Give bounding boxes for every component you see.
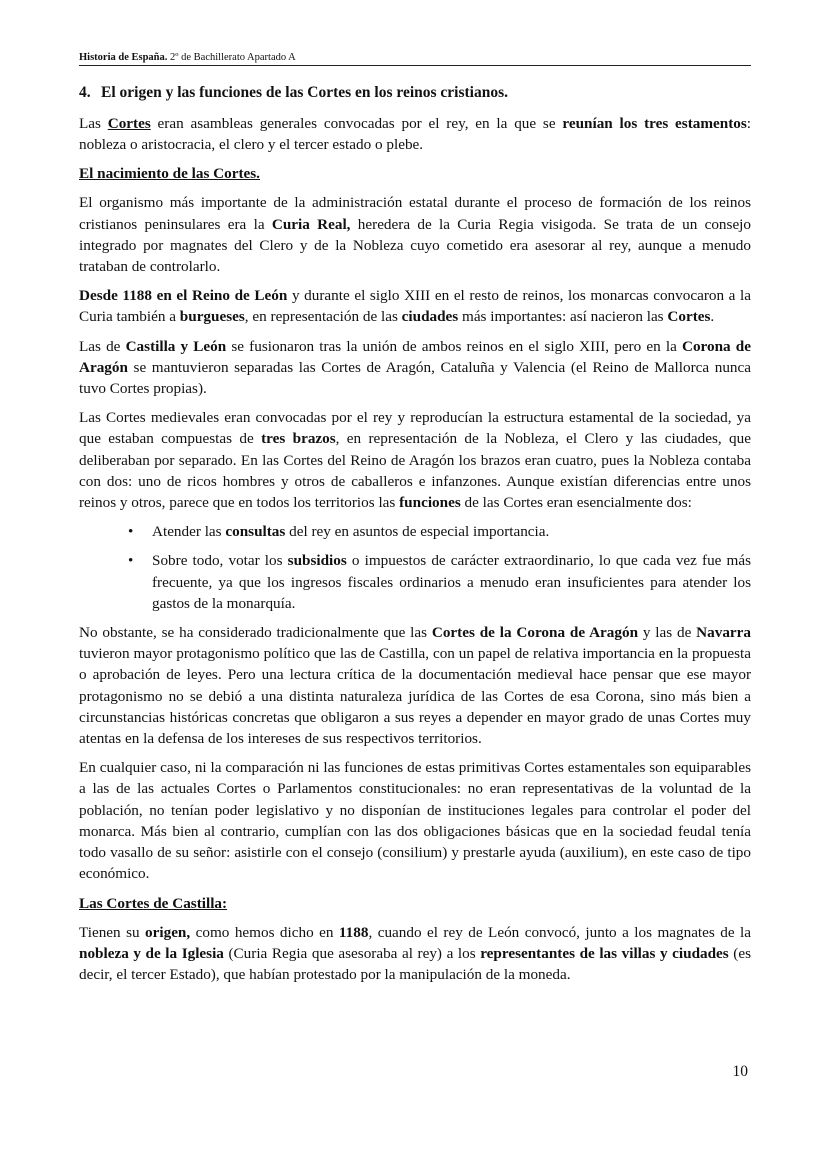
bold-text: consultas [225, 523, 286, 541]
list-item [79, 521, 751, 542]
paragraph [79, 113, 751, 155]
text-run: heredera de la Curia Regia visigoda. Se trata de un consejo integrado por magnates del Clero y de la Nobleza cuyo cometido era asesorar al rey, aunque a menudo trataban de controlarlo. [79, 215, 751, 276]
bullet-icon: • [128, 552, 134, 570]
text-run: o impuestos de carácter extraordinario, lo que cada vez fue más frecuente, ya que los ingresos fiscales ordinarios a menudo eran insuficientes para atender los gastos de la monarquía. [152, 552, 751, 612]
text-run: tuvieron mayor protagonismo político que las de Castilla, con un papel de relativa importancia en la propuesta o aprobación de leyes. Pero una lectura crítica de la documentación medieval hace pensar que ese mayor protagonismo no se debió a una distinta naturaleza jurídica de las Cortes de esa Corona, sino más bien a circunstancias históricas concretas que obligaron a sus reyes a depender en mayor grado de unas Cortes muy atentas en la defensa de los intereses de sus respectivos territorios. [79, 645, 751, 748]
text-run: y las de [638, 624, 697, 642]
text-run: , cuando el rey de León convocó, junto a los magnates de la [368, 923, 751, 941]
paragraph [79, 285, 751, 327]
bold-text: Corona de Aragón [79, 337, 751, 376]
text-run: (Curia Regia que asesoraba al rey) a los [223, 944, 481, 962]
text-run: . [710, 308, 715, 326]
text-run: Atender las [152, 523, 226, 541]
bold-text: burgueses [179, 308, 245, 326]
text-run: Las [79, 115, 108, 132]
bold-text: funciones [399, 494, 461, 512]
text-run: , en representación de las [244, 308, 402, 326]
paragraph [79, 336, 751, 400]
text-run: eran asambleas generales convocadas por el rey, en la que se [150, 115, 563, 132]
text-run: más importantes: así nacieron las [458, 308, 668, 326]
text-run: , en representación de la Nobleza, el Clero y las ciudades, que deliberaban por separado. En las Cortes del Reino de Aragón los brazos eran cuatro, pues la Nobleza contaba con dos: uno de ricos hombres y otros de caballeros e infanzones. Aunque existían diferencias entre unos reinos y otros, parece que en todos los territorios las [79, 430, 751, 512]
text-run: Sobre todo, votar los [152, 552, 288, 570]
text-run: se fusionaron tras la unión de ambos reinos en el siglo XIII, pero en la [226, 337, 682, 355]
text-run: del rey en asuntos de especial importancia. [285, 523, 550, 541]
page-number: 10 [732, 1063, 748, 1080]
header-title-bold: Historia de España. [79, 52, 168, 63]
bullet-icon: • [128, 523, 134, 541]
section-title: El origen y las funciones de las Cortes en los reinos cristianos. [101, 84, 509, 101]
bold-text: ciudades [401, 308, 459, 326]
text-run: Las de [79, 337, 126, 355]
text-run: : nobleza o aristocracia, el clero y el tercer estado o plebe. [79, 115, 751, 154]
text-run: Las Cortes medievales eran convocadas por el rey y reproducían la estructura estamental de la sociedad, ya que estaban compuestas de [79, 409, 751, 448]
bullet-list [79, 521, 751, 614]
text-run: El organismo más importante de la administración estatal durante el proceso de formación de los reinos cristianos peninsulares era la [79, 194, 751, 233]
text-run: (es decir, el tercer Estado), que habían protestado por la manipulación de la moneda. [79, 944, 751, 983]
bold-text: reunían los tres estamentos [562, 115, 747, 132]
text-run: se mantuvieron separadas las Cortes de Aragón, Cataluña y Valencia (el Reino de Mallorca nunca tuvo Cortes propias). [79, 358, 751, 398]
paragraph [79, 407, 751, 513]
text-run: y durante el siglo XIII en el resto de reinos, los monarcas convocaron a la Curia también a [79, 287, 752, 326]
list-item [79, 550, 751, 614]
bold-text: 1188 [338, 923, 369, 941]
bold-text: Desde 1188 en el Reino de León [79, 287, 288, 305]
paragraph [79, 622, 751, 749]
bold-text: subsidios [287, 552, 347, 570]
bold-text: Cortes de la Corona de Aragón [431, 624, 639, 642]
subheading: Las Cortes de Castilla: [79, 894, 228, 912]
bold-text: Navarra [696, 624, 751, 642]
content-blocks [79, 113, 751, 985]
paragraph [79, 757, 751, 884]
header-title-rest: 2º de Bachillerato Apartado A [167, 52, 296, 63]
text-run: Tienen su [79, 923, 146, 941]
paragraph [79, 922, 751, 986]
text-run: En cualquier caso, ni la comparación ni las funciones de estas primitivas Cortes estamentales son equiparables a las de las actuales Cortes o Parlamentos constitucionales: no eran representativas de la voluntad de la población, no tenían poder legislativo y no disponían de instituciones legales para controlar el poder del monarca. Más bien al contrario, cumplían con las dos obligaciones básicas que en la sociedad feudal tenía todo vasallo de su señor: asistirle con el consejo (consilium) y prestarle ayuda (auxilium), en este caso de tipo económico. [79, 759, 751, 883]
paragraph [79, 192, 751, 277]
section-number: 4. [79, 84, 91, 101]
text-run: como hemos dicho en [190, 923, 339, 941]
bold-text: nobleza y de la Iglesia [79, 944, 224, 962]
section-heading [79, 83, 751, 103]
text-run: de las Cortes eran esencialmente dos: [460, 494, 692, 512]
bold-text: tres brazos [261, 430, 336, 448]
subheading: El nacimiento de las Cortes. [79, 165, 260, 183]
document-body [79, 83, 751, 993]
bold-text: Castilla y León [125, 337, 227, 355]
text-run: No obstante, se ha considerado tradicionalmente que las [79, 624, 432, 642]
bold-text: Cortes [107, 115, 151, 132]
bold-text: representantes de las villas y ciudades [480, 944, 729, 962]
bold-text: origen, [145, 923, 191, 941]
bold-text: Cortes [667, 308, 711, 326]
running-header [79, 51, 751, 66]
bold-text: Curia Real, [271, 215, 351, 233]
